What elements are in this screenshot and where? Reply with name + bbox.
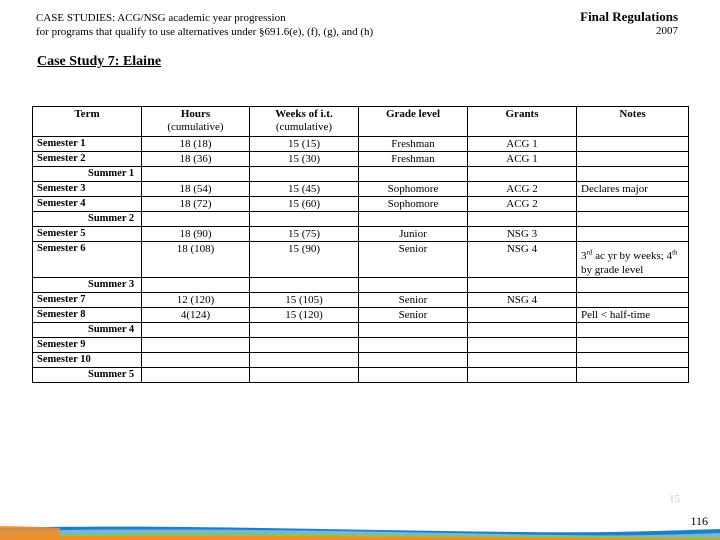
column-header-grants: Grants bbox=[468, 107, 577, 137]
hours-cell: 18 (18) bbox=[142, 137, 250, 152]
hours-cell: 12 (120) bbox=[142, 293, 250, 308]
hours-cell bbox=[142, 278, 250, 293]
term-cell: Semester 10 bbox=[33, 353, 142, 368]
weeks-cell bbox=[250, 167, 359, 182]
grants-cell bbox=[468, 308, 577, 323]
table-row bbox=[33, 212, 689, 227]
hours-cell: 18 (108) bbox=[142, 242, 250, 278]
header-line-2: for programs that qualify to use alternatives under §691.6(e), (f), (g), and (h) bbox=[36, 26, 374, 38]
hours-cell: 18 (54) bbox=[142, 182, 250, 197]
header-line-1: CASE STUDIES: ACG/NSG academic year progression bbox=[36, 12, 286, 24]
notes-cell bbox=[577, 368, 689, 383]
table-row bbox=[33, 197, 689, 212]
case-study-table bbox=[32, 106, 689, 383]
weeks-cell bbox=[250, 323, 359, 338]
term-cell: Summer 1 bbox=[33, 167, 142, 182]
grants-cell: ACG 2 bbox=[468, 182, 577, 197]
notes-cell bbox=[577, 353, 689, 368]
grants-cell: ACG 2 bbox=[468, 197, 577, 212]
weeks-cell bbox=[250, 212, 359, 227]
term-cell: Semester 9 bbox=[33, 338, 142, 353]
hours-cell: 18 (90) bbox=[142, 227, 250, 242]
grade-cell: Sophomore bbox=[359, 197, 468, 212]
weeks-cell: 15 (15) bbox=[250, 137, 359, 152]
weeks-cell: 15 (75) bbox=[250, 227, 359, 242]
case-title: Case Study 7: Elaine bbox=[37, 54, 162, 69]
term-cell: Semester 6 bbox=[33, 242, 142, 278]
grants-cell bbox=[468, 167, 577, 182]
notes-cell bbox=[577, 278, 689, 293]
grade-cell: Freshman bbox=[359, 137, 468, 152]
notes-cell bbox=[577, 338, 689, 353]
grade-cell bbox=[359, 368, 468, 383]
grade-cell bbox=[359, 338, 468, 353]
term-cell: Summer 5 bbox=[33, 368, 142, 383]
notes-cell bbox=[577, 212, 689, 227]
weeks-cell: 15 (30) bbox=[250, 152, 359, 167]
term-cell: Semester 2 bbox=[33, 152, 142, 167]
notes-cell: Declares major bbox=[577, 182, 689, 197]
grants-cell bbox=[468, 323, 577, 338]
grade-cell: Senior bbox=[359, 308, 468, 323]
notes-cell bbox=[577, 137, 689, 152]
notes-cell bbox=[577, 152, 689, 167]
table-row bbox=[33, 323, 689, 338]
notes-cell bbox=[577, 323, 689, 338]
grants-cell: ACG 1 bbox=[468, 137, 577, 152]
grade-cell bbox=[359, 353, 468, 368]
table-row bbox=[33, 242, 689, 278]
table-row bbox=[33, 353, 689, 368]
hours-cell: 4(124) bbox=[142, 308, 250, 323]
table-header-row bbox=[33, 107, 689, 137]
term-cell: Summer 2 bbox=[33, 212, 142, 227]
grants-cell bbox=[468, 278, 577, 293]
hours-cell: 18 (36) bbox=[142, 152, 250, 167]
hours-cell: 18 (72) bbox=[142, 197, 250, 212]
grade-cell bbox=[359, 278, 468, 293]
page-number: 116 bbox=[690, 514, 708, 528]
grants-cell bbox=[468, 368, 577, 383]
grants-cell: ACG 1 bbox=[468, 152, 577, 167]
table-row bbox=[33, 182, 689, 197]
slide-number: 15 bbox=[669, 493, 680, 505]
grants-cell: NSG 4 bbox=[468, 242, 577, 278]
hours-cell bbox=[142, 167, 250, 182]
notes-cell bbox=[577, 293, 689, 308]
term-cell: Semester 3 bbox=[33, 182, 142, 197]
term-cell: Summer 4 bbox=[33, 323, 142, 338]
band-left-orange bbox=[0, 526, 60, 540]
term-cell: Semester 5 bbox=[33, 227, 142, 242]
notes-cell bbox=[577, 197, 689, 212]
table-row bbox=[33, 167, 689, 182]
weeks-cell: 15 (60) bbox=[250, 197, 359, 212]
header-title: Final Regulations bbox=[580, 9, 678, 24]
weeks-cell bbox=[250, 353, 359, 368]
table-row bbox=[33, 338, 689, 353]
term-cell: Semester 7 bbox=[33, 293, 142, 308]
weeks-cell: 15 (45) bbox=[250, 182, 359, 197]
table-row bbox=[33, 308, 689, 323]
table-row bbox=[33, 293, 689, 308]
header-subtitle bbox=[36, 11, 373, 39]
notes-cell bbox=[577, 227, 689, 242]
term-cell: Semester 8 bbox=[33, 308, 142, 323]
term-cell: Semester 4 bbox=[33, 197, 142, 212]
notes-cell: Pell < half-time bbox=[577, 308, 689, 323]
term-cell: Semester 1 bbox=[33, 137, 142, 152]
hours-cell bbox=[142, 368, 250, 383]
column-header-term: Term bbox=[33, 107, 142, 137]
weeks-cell: 15 (120) bbox=[250, 308, 359, 323]
grade-cell bbox=[359, 323, 468, 338]
grants-cell bbox=[468, 353, 577, 368]
notes-cell bbox=[577, 167, 689, 182]
term-cell: Summer 3 bbox=[33, 278, 142, 293]
footer-decorative-band bbox=[0, 518, 720, 540]
grade-cell: Junior bbox=[359, 227, 468, 242]
table-row bbox=[33, 368, 689, 383]
grade-cell: Senior bbox=[359, 242, 468, 278]
weeks-cell: 15 (105) bbox=[250, 293, 359, 308]
notes-cell: 3rd ac yr by weeks; 4th by grade level bbox=[577, 242, 689, 278]
weeks-cell bbox=[250, 338, 359, 353]
table-row bbox=[33, 227, 689, 242]
hours-cell bbox=[142, 323, 250, 338]
grants-cell bbox=[468, 338, 577, 353]
grade-cell: Senior bbox=[359, 293, 468, 308]
weeks-cell bbox=[250, 278, 359, 293]
hours-cell bbox=[142, 353, 250, 368]
column-header-weeks: Weeks of i.t. (cumulative) bbox=[250, 107, 359, 137]
header-title-block bbox=[580, 9, 678, 38]
header-year: 2007 bbox=[656, 25, 678, 37]
grade-cell bbox=[359, 212, 468, 227]
grade-cell: Freshman bbox=[359, 152, 468, 167]
weeks-cell: 15 (90) bbox=[250, 242, 359, 278]
column-header-hours: Hours (cumulative) bbox=[142, 107, 250, 137]
grade-cell bbox=[359, 167, 468, 182]
column-header-notes: Notes bbox=[577, 107, 689, 137]
grade-cell: Sophomore bbox=[359, 182, 468, 197]
weeks-cell bbox=[250, 368, 359, 383]
table-row bbox=[33, 137, 689, 152]
grants-cell: NSG 3 bbox=[468, 227, 577, 242]
column-header-grade: Grade level bbox=[359, 107, 468, 137]
hours-cell bbox=[142, 338, 250, 353]
hours-cell bbox=[142, 212, 250, 227]
grants-cell bbox=[468, 212, 577, 227]
table-row bbox=[33, 278, 689, 293]
table-row bbox=[33, 152, 689, 167]
grants-cell: NSG 4 bbox=[468, 293, 577, 308]
